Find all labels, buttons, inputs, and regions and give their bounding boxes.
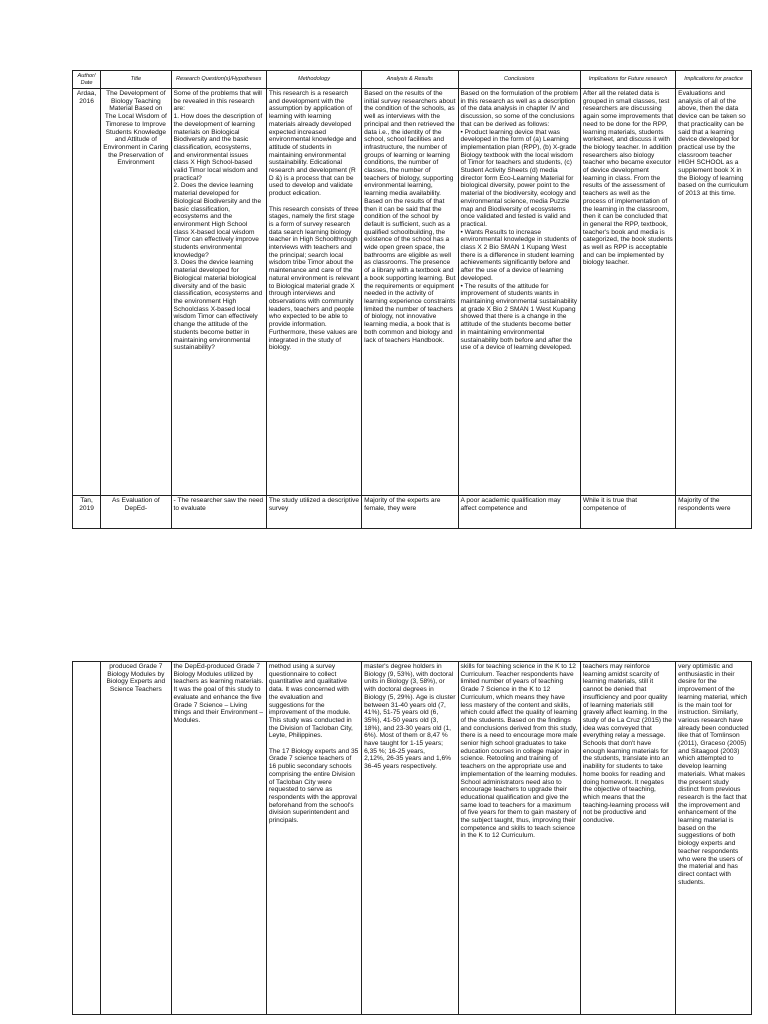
cell-implications-practice: Majority of the respondents were [676, 496, 752, 529]
cell-implications-practice: Evaluations and analysis of all of the above, then the data device can be taken so that practicality can be said that a learning device developed for practical use by the classroom teacher HIGH SCHOOL as a supplement book X in the Biology of learning based on the curriculum of 2013 at this time. [676, 89, 752, 496]
header-author-date: Author/ Date [73, 71, 101, 89]
cell-conclusions: Based on the formulation of the problem in this research as well as a description of the data analysis in chapter IV and discussion, so some of the conclusions that can be derived as follows: • Product learning device that was developed in the form of (a) Learning implementation plan (RPP), (b) X-grade Biology textbook with the local wisdom of Timor for teachers and students, (c) Student Activity Sheets (d) media director form Eco-Learning Material for biological diversity, power point to the material of the biodiversity, ecology and environmental science, media Puzzle map and Biodiversity of ecosystems once validated and tested is valid and practical. • Wants Results to increase environmental knowledge in students of class X 2 Bio SMAN 1 Kupang West there is a difference in student learning achievements significantly before and after the use of a device of learning developed. • The results of the attitude for improvement of students wants in maintaining environmental sustainability at grade X Bio 2 SMAN 1 West Kupang showed that there is a change in the attitude of the students become better in maintaining environmental sustainability both before and after the use of a device of learning developed. [458, 89, 580, 496]
table-row [73, 662, 752, 1015]
cell-methodology: The study utilized a descriptive survey [266, 496, 361, 529]
cell-author-date: Ardaa, 2016 [73, 89, 101, 496]
cell-implications-future-research: teachers may reinforce learning amidst scarcity of learning materials, still it cannot be denied that insufficiency and poor quality of learning materials still gravely affect learning. In the study of de La Cruz (2015) the idea was conveyed that everything relay a message. Schools that don't have enough learning materials for the students, translate into an inability for students to take home books for reading and doing homework. It negates the objective of teaching, which means that the teaching-learning process will not be productive and conducive. [580, 662, 675, 1015]
header-conclusions: Conclusions [458, 71, 580, 89]
cell-analysis-results: Majority of the experts are female, they were [362, 496, 458, 529]
table-header-row [73, 71, 752, 89]
cell-research-questions: Some of the problems that will be revealed in this research are: 1. How does the description of the development of learning materials on Biological Biodiversity and the basic classification, ecosystems, and environmental issues class X High School-based valid Timor local wisdom and practical? 2. Does the device learning material developed for Biological Biodiversity and the basic classification, ecosystems and the environment High School class X-based local wisdom Timor can effectively improve students environmental knowledge? 3. Does the device learning material developed for Biological material biological diversity and of the basic classification, ecosystems and the environment High Schoolclass X-based local wisdom Timor can effectively change the attitude of the students become better in maintaining environmental sustainability? [171, 89, 266, 496]
cell-methodology: method using a survey questionnaire to collect quantitative and qualitative data. It was concerned with the evaluation and suggestions for the improvement of the module. This study was conducted in the Division of Tacloban City, Leyte, Philippines. The 17 Biology experts and 35 Grade 7 science teachers of 16 public secondary schools comprising the entire Division of Tacloban City were requested to serve as respondents with the approval beforehand from the school's division superintendent and principals. [266, 662, 361, 1015]
cell-conclusions: A poor academic qualification may affect competence and [458, 496, 580, 529]
cell-implications-future-research: After all the related data is grouped in small classes, test researchers are discussing again some improvements that need to be done for the RPP, learning materials, students worksheet, and discuss it with the biology teacher. In addition researchers also biology teacher who became executor of device development learning in class. From the results of the assessment of teachers as well as the process of implementation of the learning in the classroom, then it can be concluded that in general the RPP, textbook, teacher's book and media is categorized, the book students as well as RPP is acceptable and can be implemented by biology teacher. [580, 89, 675, 496]
cell-research-questions: - The researcher saw the need to evaluate [171, 496, 266, 529]
cell-conclusions: skills for teaching science in the K to 12 Curriculum. Teacher respondents have limited number of years of teaching Grade 7 Science in the K to 12 Curriculum, which means they have less mastery of the content and skills, which could affect the quality of learning of the students. Based on the findings and conclusions derived from this study, there is a need to encourage more male senior high school graduates to take education courses in college major in science. Retooling and training of teachers on the appropriate use and implementation of the learning modules. School administrators need also to encourage teachers to upgrade their educational qualification and give the same load to teachers for a maximum of five years for them to gain mastery of the subject taught, thus, improving their competence and skills to teach science in the K to 12 Curriculum. [458, 662, 580, 1015]
cell-author-date [73, 662, 101, 1015]
table-row [73, 496, 752, 529]
cell-analysis-results: master's degree holders in Biology (9, 53%), with doctoral units in Biology (3, 58%), or with doctoral degrees in Biology (5, 29%). Age is cluster between 31-40 years old (7, 41%), 51-75 years old (6, 35%), 41-50 years old (3, 18%), and 23-30 years old (1, 6%). Most of them or 8,47 % have taught for 1-15 years; 6,35 %; 16-25 years, 2,12%, 26-35 years and 1,6% 36-45 years respectively. [362, 662, 458, 1015]
table-row [73, 89, 752, 496]
literature-matrix-table-page-2 [72, 661, 752, 1015]
cell-author-date: Tan, 2019 [73, 496, 101, 529]
cell-title: As Evaluation of DepEd- [101, 496, 171, 529]
cell-implications-future-research: While it is true that competence of [580, 496, 675, 529]
cell-title: produced Grade 7 Biology Modules by Biology Experts and Science Teachers [101, 662, 171, 1015]
cell-methodology: This research is a research and development with the assumption by application of learning with learning materials already developed expected increased environmental knowledge and attitude of students in maintaining environmental sustainability. Edicational research and development (R D &) is a process that can be used to develop and validate product edication. This research consists of three stages, namely the first stage is a form of survey research data search learning biology teacher in High Schoolthrough interviews with teachers and the principal; search local wisdom tribe Timor about the maintenance and care of the natural environment is relevant to Biological material grade X through interviews and observations with community leaders, teachers and people who expected to be able to provide information. Furthermore, these values are integrated in the study of biology. [266, 89, 361, 496]
header-analysis-results: Analysis & Results [362, 71, 458, 89]
header-research-questions: Research Question(s)/Hypotheses [171, 71, 266, 89]
cell-analysis-results: Based on the results of the initial survey researchers about the condition of the schools, as well as interviews with the principal and then retrieved the data i.e., the identity of the school, school facilities and infrastructure, the number of groups of learning or learning conditions, the number of classes, the number of teachers of biology, supporting environmental learning, learning media availability. Based on the results of that then it can be said that the condition of the school by default is sufficient, such as a qualified schoolbuilding, the existence of the school has a wide open green space, the bathrooms are eligible as well as classrooms. The presence of a library with a textbook and a book supporting learning. But the requirements or equipment needed in the activity of learning experience constraints limited the number of teachers of biology, not innovative learning media, a book that is both common and biology and lack of teachers Handbook. [362, 89, 458, 496]
cell-research-questions: the DepEd-produced Grade 7 Biology Modules utilized by teachers as learning materials. It was the goal of this study to evaluate and enhance the five Grade 7 Science – Living things and their Environment – Modules. [171, 662, 266, 1015]
header-methodology: Methodology [266, 71, 361, 89]
literature-matrix-table-page-1 [72, 70, 752, 529]
cell-title: The Development of Biology Teaching Material Based on The Local Wisdom of Timorese to Improve Students Knowledge and Attitude of Environment in Caring the Preservation of Environment [101, 89, 171, 496]
header-implications-practice: Implications for practice [676, 71, 752, 89]
header-title: Title [101, 71, 171, 89]
header-implications-future-research: Implications for Future research [580, 71, 675, 89]
cell-implications-practice: very optimistic and enthusiastic in their desire for the improvement of the learning material, which is the main tool for instruction. Similarly, various research have already been conducted like that of Tomlinson (2011), Graceso (2005) and Sitaagool (2003) which attempted to develop learning materials. What makes the present study distinct from previous research is the fact that the improvement and enhancement of the learning material is based on the suggestions of both biology experts and teacher respondents who were the users of the material and has direct contact with students. [676, 662, 752, 1015]
